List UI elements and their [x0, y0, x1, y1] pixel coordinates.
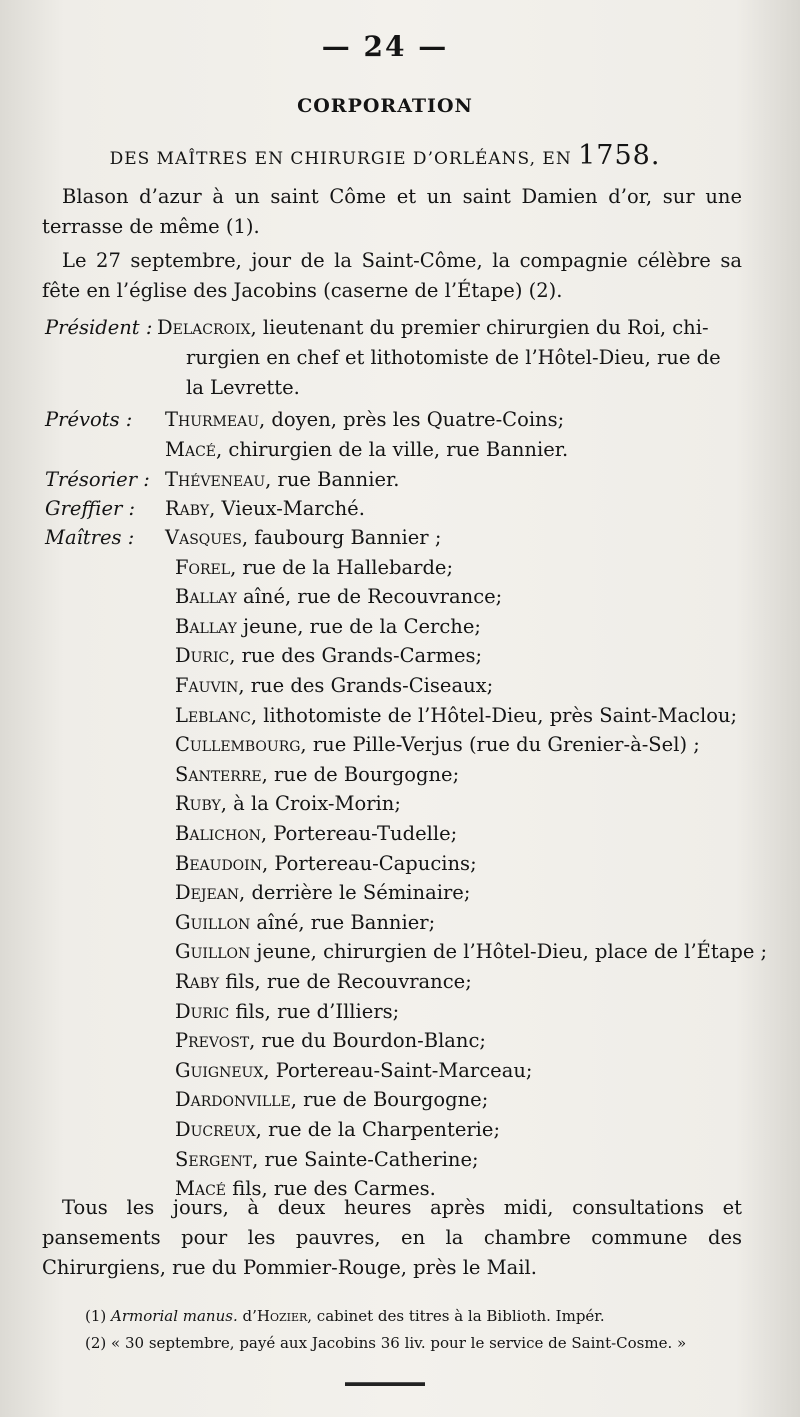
paragraph-fete: Le 27 septembre, jour de la Saint-Côme, la compagnie célèbre sa fête en l’église des Jacobins (caserne de l’Étape) (2). — [42, 249, 742, 302]
president-continuation — [45, 343, 765, 373]
footnote-text: , cabinet des titres à la Biblioth. Impér. — [307, 1307, 605, 1325]
paragraph-consultations: Tous les jours, à deux heures après midi, consultations et pansements pour les pauvres, en la chambre commune des Chirurgiens, rue du Pommier-Rouge, près le Mail. — [42, 1196, 742, 1279]
maitre-entry — [175, 1145, 479, 1175]
greffier-entry — [165, 494, 365, 524]
person-name: Leblanc — [175, 703, 251, 727]
person-name: Théveneau — [165, 468, 266, 491]
maitre-row — [45, 1115, 765, 1145]
role-label: Trésorier : — [45, 468, 150, 491]
person-detail: , Vieux-Marché. — [209, 497, 365, 520]
person-detail: , lieutenant du premier chirurgien du Roi, chi- — [250, 316, 709, 339]
prevot-entry — [165, 435, 568, 465]
maitre-row — [45, 849, 765, 879]
maitre-entry — [175, 671, 493, 701]
maitre-entry — [175, 701, 737, 731]
person-name: Dardonville — [175, 1088, 291, 1112]
person-name: Raby — [165, 497, 210, 520]
paragraph-blason: Blason d’azur à un saint Côme et un saint Damien d’or, sur une terrasse de même (1). — [42, 185, 742, 238]
footnote-2 — [85, 1331, 765, 1355]
person-name: Prevost — [175, 1029, 250, 1053]
greffier-row — [45, 494, 765, 524]
person-detail: , doyen, près les Quatre-Coins; — [259, 408, 565, 431]
person-detail: , rue de Bourgogne; — [261, 762, 460, 786]
person-detail: , lithotomiste de l’Hôtel-Dieu, près Saint-Maclou; — [250, 703, 738, 727]
page-number: — 24 — — [321, 30, 449, 63]
person-detail: , faubourg Bannier ; — [241, 526, 442, 549]
maitre-entry — [175, 908, 435, 938]
person-name: Dejean — [175, 881, 240, 905]
maitre-entry — [175, 760, 459, 790]
end-rule — [345, 1382, 425, 1386]
tresorier-entry — [165, 465, 399, 495]
person-detail: , rue des Grands-Ciseaux; — [238, 674, 494, 697]
maitre-entry — [175, 1115, 500, 1145]
maitre-row — [45, 701, 765, 731]
prevot-row — [45, 405, 765, 435]
maitre-row — [45, 553, 765, 583]
person-name: Sergent — [175, 1147, 253, 1171]
maitre-row — [45, 789, 765, 819]
maitre-row — [45, 997, 765, 1027]
page-subtitle — [0, 140, 770, 171]
person-name: Vasques — [165, 526, 242, 549]
person-detail: , derrière le Séminaire; — [239, 881, 471, 905]
person-detail: jeune, rue de la Cerche; — [236, 614, 481, 638]
footnote-author: Hozier — [256, 1307, 308, 1325]
maitre-row — [45, 671, 765, 701]
person-detail: , rue de la Hallebarde; — [230, 555, 454, 579]
maitre-row — [45, 1085, 765, 1115]
person-detail: , Portereau-Tudelle; — [260, 822, 458, 845]
person-detail: , rue du Bourdon-Blanc; — [249, 1029, 486, 1053]
maitre-row — [45, 937, 768, 967]
person-name: Cullembourg — [175, 733, 301, 757]
person-name: Duric — [175, 644, 230, 668]
maitre-entry — [175, 997, 399, 1027]
person-name: Ballay — [175, 614, 237, 638]
role-label: Prévots : — [45, 408, 133, 431]
person-detail: , rue Pille-Verjus (rue du Grenier-à-Sel) ; — [300, 733, 700, 757]
tresorier-row — [45, 465, 765, 495]
prevot-entry — [165, 405, 564, 435]
maitre-entry — [175, 819, 457, 849]
footnote-mark: (2) — [85, 1334, 107, 1352]
person-detail: , rue des Grands-Carmes; — [229, 644, 483, 668]
maitre-row — [45, 819, 765, 849]
maitre-row — [45, 1026, 765, 1056]
subtitle-text: DES MAÎTRES EN CHIRURGIE D’ORLÉANS, EN — [109, 149, 572, 169]
subtitle-year: 1758. — [578, 140, 661, 171]
maitre-row — [45, 730, 765, 760]
person-detail: , rue Sainte-Catherine; — [252, 1147, 479, 1171]
maitre-entry — [175, 612, 481, 642]
role-label: Greffier : — [45, 497, 136, 520]
footnote-text: d’ — [237, 1307, 257, 1325]
maitre-row — [45, 1056, 765, 1086]
person-detail: , rue de la Charpenterie; — [255, 1118, 501, 1141]
person-name: Balichon — [175, 822, 261, 845]
person-name: Duric — [175, 999, 230, 1023]
maitre-entry — [175, 849, 477, 879]
maitre-entry — [175, 878, 470, 908]
person-name: Santerre — [175, 762, 262, 786]
person-name: Guillon — [175, 940, 251, 964]
page-title: CORPORATION — [297, 95, 473, 117]
maitre-entry — [175, 1026, 486, 1056]
person-detail: , Portereau-Saint-Marceau; — [263, 1058, 533, 1082]
maitre-entry — [175, 967, 472, 997]
maitre-entry — [175, 789, 401, 819]
role-label: Maîtres : — [45, 526, 135, 549]
maitre-row — [45, 612, 765, 642]
person-name: Guillon — [175, 910, 251, 934]
maitre-row — [45, 967, 765, 997]
person-detail: la Levrette. — [186, 376, 300, 399]
maitre-entry — [175, 641, 482, 671]
footnote-text: « 30 septembre, payé aux Jacobins 36 liv. pour le service de Saint-Cosme. » — [111, 1334, 687, 1352]
maitre-row — [45, 908, 765, 938]
maitre-entry — [175, 582, 502, 612]
person-detail: , rue de Bourgogne; — [290, 1088, 489, 1112]
maitre-row — [45, 582, 765, 612]
person-detail: aîné, rue de Recouvrance; — [236, 585, 503, 609]
person-detail: , rue Bannier. — [265, 468, 400, 491]
person-detail: , chirurgien de la ville, rue Bannier. — [216, 438, 569, 461]
person-name: Beaudoin — [175, 851, 262, 875]
president-entry — [157, 313, 709, 343]
maitre-entry — [175, 730, 700, 760]
maitre-row — [45, 760, 765, 790]
role-label: Président : — [45, 316, 153, 339]
person-name: Raby — [175, 970, 220, 993]
person-name: Ballay — [175, 585, 237, 609]
maitre-row — [45, 878, 765, 908]
president-continuation — [45, 373, 765, 403]
maitre-row — [45, 1145, 765, 1175]
prevot-row — [45, 435, 765, 465]
person-detail: jeune, chirurgien de l’Hôtel-Dieu, place de l’Étape ; — [250, 940, 768, 964]
maitre-entry — [175, 1056, 532, 1086]
person-name: Thurmeau — [165, 408, 260, 431]
footnote-italic: Armorial manus. — [111, 1307, 238, 1325]
person-detail: , à la Croix-Morin; — [220, 792, 401, 816]
person-name: Fauvin — [175, 674, 239, 697]
maitre-entry — [175, 1085, 488, 1115]
person-name: Ruby — [175, 792, 221, 816]
maitre-entry — [165, 523, 441, 553]
person-detail: fils, rue d’Illiers; — [229, 999, 400, 1023]
footnote-mark: (1) — [85, 1307, 107, 1325]
person-detail: aîné, rue Bannier; — [250, 910, 436, 934]
person-name: Guigneux — [175, 1058, 264, 1082]
person-name: Ducreux — [175, 1118, 256, 1141]
person-detail: rurgien en chef et lithotomiste de l’Hôtel-Dieu, rue de — [186, 346, 721, 369]
maitre-row — [45, 641, 765, 671]
person-detail: , Portereau-Capucins; — [261, 851, 477, 875]
person-name: Macé — [175, 1177, 227, 1201]
maitre-row — [45, 523, 765, 553]
person-detail: fils, rue de Recouvrance; — [219, 970, 472, 993]
maitre-entry — [175, 553, 453, 583]
person-name: Forel — [175, 555, 231, 579]
person-name: Macé — [165, 438, 217, 461]
footnote-1 — [85, 1304, 765, 1328]
person-detail: fils, rue des Carmes. — [226, 1177, 436, 1201]
person-name: Delacroix — [157, 316, 251, 339]
maitre-entry — [175, 937, 767, 967]
president-row — [45, 313, 765, 343]
